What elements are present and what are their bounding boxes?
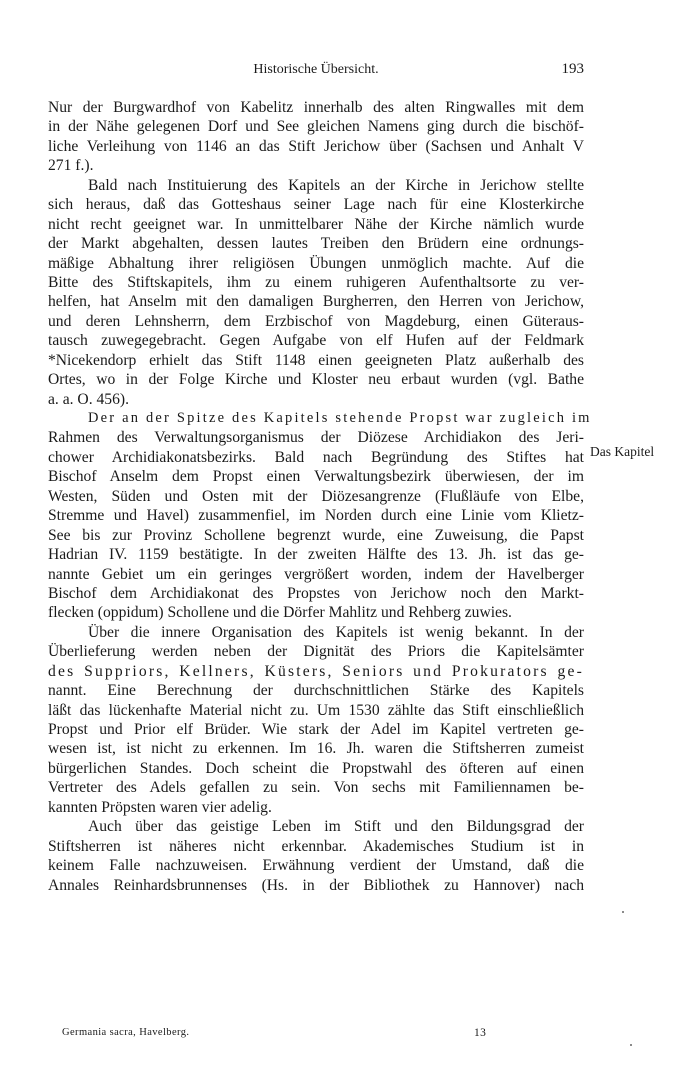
- text-line: Auch über das geistige Leben im Stift und den Bildungsgrad der: [88, 818, 584, 836]
- text-line: der Markt abgehalten, dessen lautes Treiben den Brüdern eine ordnungs-: [48, 235, 584, 253]
- text-line: wesen ist, ist nicht zu erkennen. Im 16. Jh. waren die Stiftsherren zumeist: [48, 740, 584, 758]
- text-line: keinem Falle nachzuweisen. Erwähnung verdient der Umstand, daß die: [48, 857, 584, 875]
- text-line: a. a. O. 456).: [48, 390, 129, 408]
- text-line: Bischof dem Archidiakonat des Propstes von Jerichow noch den Markt-: [48, 584, 584, 602]
- text-line: nannt. Eine Berechnung der durchschnittlichen Stärke des Kapitels: [48, 682, 584, 700]
- text-line: helfen, hat Anselm mit den damaligen Burgherren, den Herren von Jerichow,: [48, 293, 584, 311]
- scan-speck: [622, 911, 624, 913]
- footer: [62, 1027, 492, 1043]
- text-line: Propst und Prior elf Brüder. Wie stark der Adel im Kapitel vertreten ge-: [48, 721, 584, 738]
- text-line: See bis zur Provinz Schollene begrenzt wurde, eine Zuweisung, die Papst: [48, 526, 584, 544]
- text-line: Stremme und Havel) zusammenfiel, im Norden durch eine Linie vom Klietz-: [48, 507, 584, 525]
- text-line: Hadrian IV. 1159 bestätigte. In der zweiten Hälfte des 13. Jh. ist das ge-: [48, 546, 584, 564]
- text-line: Rahmen des Verwaltungsorganismus der Diözese Archidiakon des Jeri-: [48, 429, 584, 447]
- text-line: Bald nach Instituierung des Kapitels an der Kirche in Jerichow stellte: [88, 176, 584, 194]
- text-line: Ortes, wo in der Folge Kirche und Kloster neu erbaut wurden (vgl. Bathe: [48, 371, 584, 389]
- text-line: Bischof Anselm dem Propst einen Verwaltungsbezirk überwiesen, der im: [48, 468, 584, 486]
- text-line: Vertreter des Adels gefallen zu sein. Von sechs mit Familiennamen be-: [48, 779, 584, 797]
- text-line: Nur der Burgwardhof von Kabelitz innerhalb des alten Ringwalles mit dem: [48, 99, 584, 116]
- text-line: Bitte des Stiftskapitels, ihm zu einem ruhigeren Aufenthaltsorte zu ver-: [48, 273, 584, 291]
- text-line: kannten Pröpsten waren vier adelig.: [48, 798, 272, 816]
- margin-note: Das Kapitel: [590, 444, 655, 459]
- running-title: Historische Übersicht.: [253, 62, 379, 77]
- text-line: Über die innere Organisation des Kapitels ist wenig bekannt. In der: [88, 623, 584, 641]
- text-line: nicht recht geeignet war. In unmittelbarer Nähe der Kirche nämlich wurde: [48, 215, 584, 233]
- scan-speck: [630, 1044, 632, 1046]
- text-line: Westen, Süden und Osten mit der Diözesangrenze (Flußläufe von Elbe,: [48, 487, 584, 505]
- running-header: [48, 62, 584, 82]
- text-line: in der Nähe gelegenen Dorf und See gleichen Namens ging durch die bischöf-: [48, 118, 584, 136]
- text-line: 271 f.).: [48, 157, 94, 175]
- text-line: tausch zuwegegebracht. Gegen Aufgabe von elf Hufen auf der Feldmark: [48, 332, 584, 350]
- text-line: chower Archidiakonatsbezirks. Bald nach Begründung des Stiftes hat: [48, 448, 584, 466]
- page-number: 193: [561, 61, 584, 77]
- text-line: liche Verleihung von 1146 an das Stift Jerichow über (Sachsen und Anhalt V: [48, 137, 584, 155]
- text-line: Annales Reinhardsbrunnenses (Hs. in der Bibliothek zu Hannover) nach: [48, 876, 584, 894]
- sheet-signature: Germania sacra, Havelberg.: [62, 1027, 190, 1038]
- text-line: Stiftsherren ist näheres nicht erkennbar. Akademisches Studium ist in: [48, 837, 584, 855]
- text-line: nannte Gebiet um ein geringes vergrößert worden, indem der Havelberger: [48, 565, 584, 583]
- text-line: des Suppriors, Kellners, Küsters, Seniors und Prokurators ge-: [48, 662, 584, 680]
- text-line: bürgerlichen Standes. Doch scheint die Propstwahl des öfteren auf einen: [48, 759, 584, 777]
- text-line: mäßige Abhaltung ihrer religiösen Übungen unmöglich machte. Auf die: [48, 254, 584, 272]
- text-line: läßt das lückenhafte Material nicht zu. Um 1530 zählte das Stift einschließlich: [48, 701, 584, 719]
- text-line: *Nicekendorp erhielt das Stift 1148 einen geeigneten Platz außerhalb des: [48, 351, 584, 369]
- sheet-number: 13: [474, 1027, 487, 1039]
- text-line: Der an der Spitze des Kapitels stehende Propst war zugleich im: [88, 410, 592, 426]
- body-text: [48, 98, 592, 895]
- text-line: Überlieferung werden neben der Dignität des Priors die Kapitelsämter: [48, 643, 584, 661]
- text-line: sich heraus, daß das Gotteshaus seiner Lage nach für eine Klosterkirche: [48, 196, 584, 214]
- text-line: flecken (oppidum) Schollene und die Dörfer Mahlitz und Rehberg zuwies.: [48, 604, 512, 622]
- text-line: und deren Lehnsherrn, dem Erzbischof von Magdeburg, einen Güteraus-: [48, 312, 584, 330]
